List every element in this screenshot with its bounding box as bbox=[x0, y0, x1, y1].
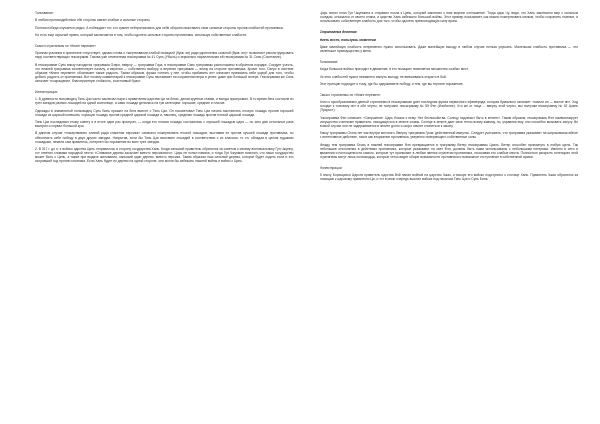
left-paragraph: 2. В 317 г. до н. э войско царства Цинь отправилось в сторону государства Хань. Когда ханьский правитель обратился за советом к своему военачальнику Гун Чжунну, тот ответил словами народной пести: «Сливовое дерево засыхает вместо персикового». Царь не понял намека, и тогда Гун Чжунмин пояснил, что наше государство может быть с Цинь, а также при выдаче жалования, ханьский один дерево, вместо персика. Таким образом наш сильный дерево, которое будет ходить если и это сыгравший ход против союзника. Если Хань будет их дерево на одной стороне, они могли бы избежать лишней войны и войны с Цинь. bbox=[35, 146, 294, 164]
right-paragraph: Даже малейшую слабость непременно нужно использовать. Даже малейшую выгоду в любом случае нельзя упускать. Маленькая слабость противника — это маленькое преимущество у меня. bbox=[319, 44, 578, 53]
right-paragraph: Внизу триграммы Огонь нет как внутри жесткого. Вверху триграмма Гром: действенный импульс. Следует учитывать, что триграмма указывает на широкомасштабное и интенсивное действие, такое как вторжение противника, уверенно поверяющего собственные силы. bbox=[319, 131, 578, 140]
right-paragraph: Этот принцип подходит и тому, где бы одерживаете победу, и тем, где вы терпите поражение. bbox=[319, 81, 464, 86]
left-paragraph: Тянь Цзи последовал этому совету и в итоге один раз проиграл, — когда его плохая лошадь состязалась с хорошей лошадью царя — но зато два остальных раза выиграл и сорвал большой куш. bbox=[35, 120, 294, 129]
right-paragraph: Толкование: bbox=[319, 60, 339, 65]
right-paragraph: В эпоху Борющихся Царств правитель царства Вэй напал войной на царство Чжао, и вскоре его войско подступило к столице Хань. Правитель Чжао обратился за помощью к царскому правителю Ци, и тот в свою очередь выслал войска под началом Тянь Цзи и Сунь Биня. bbox=[319, 173, 578, 182]
right-paragraph: Между тем триграмма Огонь в нижней гексаграмме Фэн превращается в триграмму Ветер гексаграммы Цзянь. Ветер способен проникнуть в любую щель. Так небольшие отклонения в действиях противника, которые указывают на свет Фэн, должны быть нами использованы с небольшими потерями. Именно в сети и движения и поглощенности самого, которые тут проникают в любые звенья стратегии противника, отыскивая его слабые места. Полностью раскрыть потенциал этой стратагемы могут лишь полководцы, которые четко видят общие возможности противника и возможное отступление в собственной армии. bbox=[319, 142, 578, 159]
right-paragraph: Ключ к прообразованию данной стратагемы в гексаграммах дает последняя фраза первичного эфемерида, которая буквально означает: «малое ин — малое ян». Ход исходят к «малому ин» в обе черты, не получают гексаграмму № 59 Фэн (Изобилие). Что же от лица ... вверху этой черты, мы получим гексаграмму № 42 Цзянь (Прирост). bbox=[319, 100, 578, 113]
right-paragraph: Царь понял план Гун Чжунмина и отправил посла к Цинь, который заключил с ним мирное соглашение. Тогда царь Чу, видя, что Хань заключило мир с сильным соседом, отказался от своего плана, и царство Хань избежало большой войны. Этот пример показывает, как можно пожертвовать малым, чтобы сохранить главное, и использовать собственную слабость для того, чтобы одолеть превосходящую силу врага. bbox=[319, 11, 578, 24]
left-paragraph: 1. В древности полководец Тянь Цзи часто заключал пари с правителем царства Ци на бегах, делая крупные ставки, и всегда проигрывал. В то время бега состояли из трех заездов разных лошадей на одной колеснице, а сами лошади делились на три категории: хорошие, средние и плохие. bbox=[35, 97, 294, 106]
left-column bbox=[35, 11, 294, 424]
right-paragraph: Смысл стратагемы по «Книге перемен» bbox=[319, 92, 381, 97]
left-paragraph: В гексаграмме Сунь внизу находится триграмма Озеро, вверху — триграмма Гора, в гексаграмме Сянь триграммы расположены в обратном порядке. Следует учесть, что нижней триграмма соответствует началу, а верхняя — собственно выбору, и верхняя триграмма — внизу на стороне противника. Кроме того, Озеро в системе образов «Книги перемен» обозначает также радость. Таким образом, фраза «отнять у нее, чтобы прибавить ин» означает принимать себе ущерб для того, чтобы добыть радость от противника. Вот почему комментарий к гексаграмме Сунь настаивает на сохранении веры в успех: даже при большой потере. Гексаграмма же Сянь означает «сокращение, благоприятную стойкость, счастливый брак». bbox=[35, 62, 294, 83]
left-paragraph: Толкование: bbox=[35, 11, 54, 15]
left-paragraph: Полная победа случается редко. А побеждает тот, кто сумеет нейтрализовать для себя обороны выставить свои сильные стороны против слабостей противника. bbox=[35, 25, 284, 30]
right-paragraph: Уметь вести, пользуясь моментом bbox=[319, 37, 376, 42]
left-paragraph: В любом противодействии обе стороны имеют слабые и сильные стороны. bbox=[35, 18, 151, 23]
right-paragraph: Когда большое войско приходит в движение, в его позициях появляется множество слабых мест. bbox=[319, 67, 469, 72]
right-paragraph: Гексаграмма Фэн означает: «Свершение. Царь близок к нему. Нет беспокойства. Солнцу надлежит быть в зените». Таким образом, гексаграмма Фэн символизирует могущество и величие правителя, находящегося в зените славы. Солнце в зените дает свое тепло всему живому, но, управляя ему, оно способно вызывать засуху. Во всякой случае оно не задерживается в зените долго и скоро начнет клониться к закату. bbox=[319, 115, 578, 128]
left-paragraph: В данном случае «пожертвовать сливой ради спасения персика» означало пожертвовать плохой лошадью, выставив ее против лучшей лошади противника, но обеспечить себе победу в двух других заездах. Напротив, если бы Тянь Цзи выставил лошадей в соответствии с их классом, то он, обладая в целом худшими лошадьми, нежели сам правитель, потерпел бы поражение во всех трех заездах. bbox=[35, 131, 294, 144]
right-paragraph: Стратагема девятая bbox=[319, 30, 357, 35]
left-paragraph: Смысл стратагемы по «Книге перемен» bbox=[35, 43, 96, 48]
left-paragraph: Но есть еще скрытый прием, который заключается в том, чтобы одолеть сильные стороны противника, используя собственные слабости. bbox=[35, 32, 248, 37]
left-paragraph: Однажды в знаменитый полководец Сунь Бинь пришел на бега вместе с Тянь Цзи. Он посоветовал Тянь Цзи начать выставлять плохую лошадь против хорошей лошади из царской конюшни, хорошую лошадь против средней царской лошади и, наконец, среднюю лошадь против плохой царской лошади. bbox=[35, 108, 294, 117]
left-paragraph: Иллюстрация: bbox=[35, 90, 58, 95]
left-paragraph: Признак угасания в оригинале отсутствует, однако слова о «жертвовании слабой позицией (букв. ян) ради укрепления сильной (букв. ин)» позволяют реконструировать пару соответствующих гексаграмм. Такова уже отмеченная гексаграмма № 41 Сунь (Убыль) и зеркально параллельная ей гексаграмма № 31 Сянь (Сочетание). bbox=[35, 51, 294, 60]
right-paragraph: Иллюстрация: bbox=[319, 165, 343, 170]
right-paragraph: Их этих слабостей нужно незаметно вынуть выгоду, не вмешиваясь открыто в бой. bbox=[319, 74, 447, 79]
right-column bbox=[320, 11, 579, 424]
